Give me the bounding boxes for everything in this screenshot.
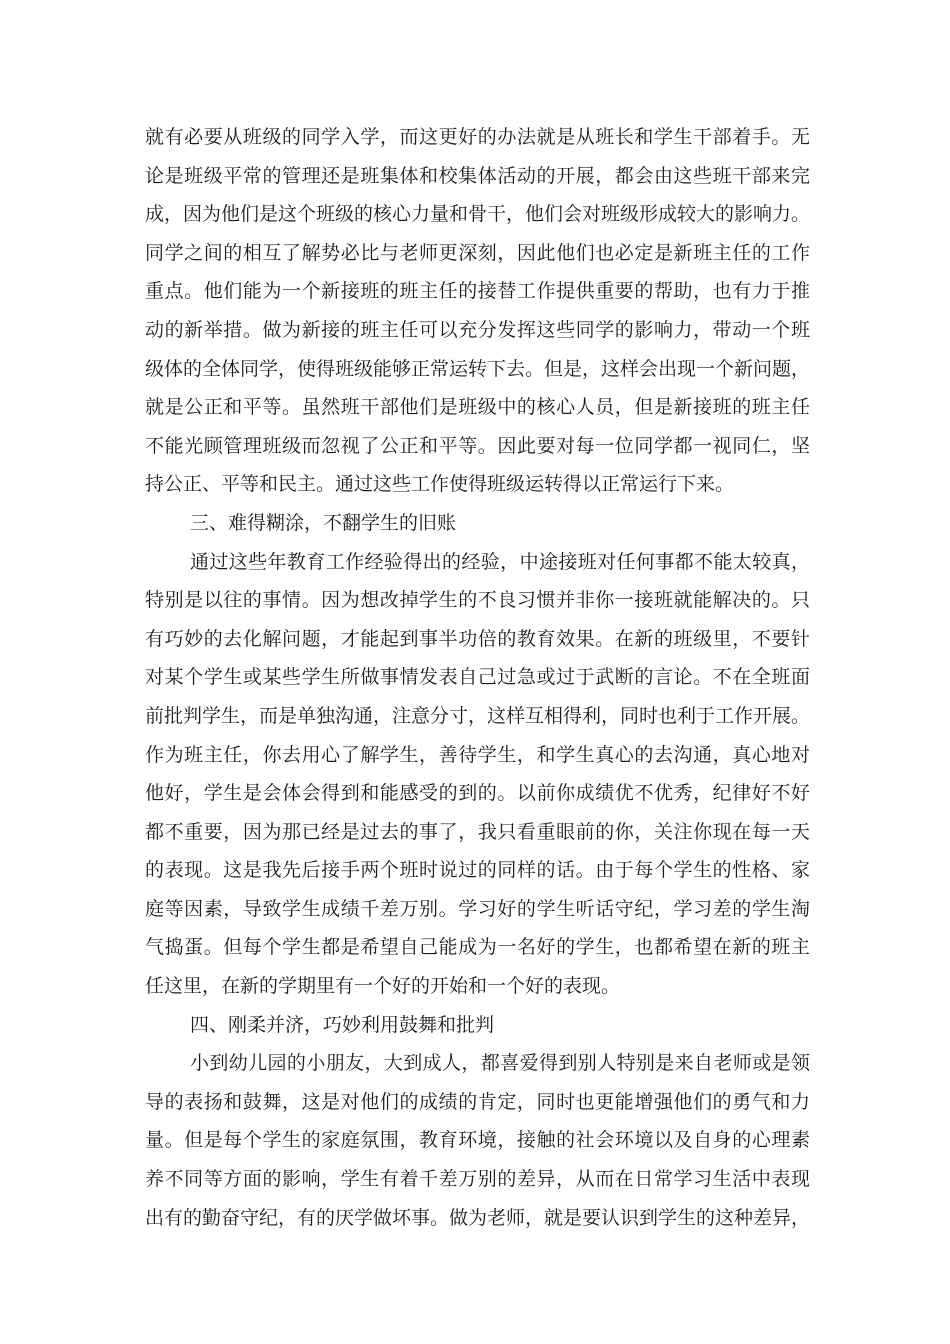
text-line: 特别是以往的事情。因为想改掉学生的不良习惯并非你一接班就能解决的。只	[145, 589, 810, 612]
text-line: 通过这些年教育工作经验得出的经验，中途接班对任何事都不能太较真，	[190, 550, 810, 573]
text-line: 就是公正和平等。虽然班干部他们是班级中的核心人员，但是新接班的班主任	[145, 396, 810, 419]
text-line: 任这里，在新的学期里有一个好的开始和一个好的表现。	[145, 975, 621, 998]
text-line: 论是班级平常的管理还是班集体和校集体活动的开展，都会由这些班干部来完	[145, 164, 810, 187]
paragraph	[145, 1044, 810, 1237]
text-line: 导的表扬和鼓舞，这是对他们的成绩的肯定，同时也更能增强他们的勇气和力	[145, 1090, 810, 1113]
text-line: 出有的勤奋守纪，有的厌学做坏事。做为老师，就是要认识到学生的这种差异，	[145, 1206, 811, 1229]
text-line: 养不同等方面的影响，学生有着千差万别的差异，从而在日常学习生活中表现	[145, 1168, 810, 1191]
text-line: 重点。他们能为一个新接班的班主任的接替工作提供重要的帮助，也有力于推	[145, 280, 810, 303]
paragraph	[145, 118, 810, 504]
text-line: 他好，学生是会体会得到和能感受的到的。以前你成绩优不优秀，纪律好不好	[145, 782, 810, 805]
text-line: 就有必要从班级的同学入学，而这更好的办法就是从班长和学生干部着手。无	[145, 126, 810, 148]
text-line: 气捣蛋。但每个学生都是希望自己能成为一名好的学生，也都希望在新的班主	[145, 936, 810, 959]
text-line: 不能光顾管理班级而忽视了公正和平等。因此要对每一位同学都一视同仁，坚	[145, 434, 810, 457]
text-line: 作为班主任，你去用心了解学生，善待学生，和学生真心的去沟通，真心地对	[145, 743, 810, 766]
text-line: 都不重要，因为那已经是过去的事了，我只看重眼前的你，关注你现在每一天	[145, 820, 810, 843]
text-line: 同学之间的相互了解势必比与老师更深刻，因此他们也必定是新班主任的工作	[145, 241, 810, 264]
document-body	[145, 118, 810, 1237]
text-line: 动的新举措。做为新接的班主任可以充分发挥这些同学的影响力，带动一个班	[145, 318, 810, 341]
text-line: 有巧妙的去化解问题，才能起到事半功倍的教育效果。在新的班级里，不要针	[145, 627, 810, 650]
text-line: 小到幼儿园的小朋友，大到成人，都喜爱得到别人特别是来自老师或是领	[190, 1052, 810, 1075]
text-line: 前批判学生，而是单独沟通，注意分寸，这样互相得利，同时也利于工作开展。	[145, 704, 811, 727]
section-heading: 三、难得糊涂，不翻学生的旧账	[190, 511, 457, 534]
text-line: 的表现。这是我先后接手两个班时说过的同样的话。由于每个学生的性格、家	[145, 859, 810, 882]
text-line: 成，因为他们是这个班级的核心力量和骨干，他们会对班级形成较大的影响力。	[145, 203, 811, 226]
section-heading: 四、刚柔并济，巧妙利用鼓舞和批判	[190, 1013, 495, 1036]
text-line: 对某个学生或某些学生所做事情发表自己过急或过于武断的言论。不在全班面	[145, 666, 810, 689]
text-line: 持公正、平等和民主。通过这些工作使得班级运转得以正常运行下来。	[145, 473, 735, 496]
text-line: 量。但是每个学生的家庭氛围，教育环境，接触的社会环境以及自身的心理素	[145, 1129, 810, 1152]
text-line: 庭等因素，导致学生成绩千差万别。学习好的学生听话守纪，学习差的学生淘	[145, 897, 810, 920]
text-line: 级体的全体同学，使得班级能够正常运转下去。但是，这样会出现一个新问题，	[145, 357, 811, 380]
paragraph	[145, 543, 810, 1006]
